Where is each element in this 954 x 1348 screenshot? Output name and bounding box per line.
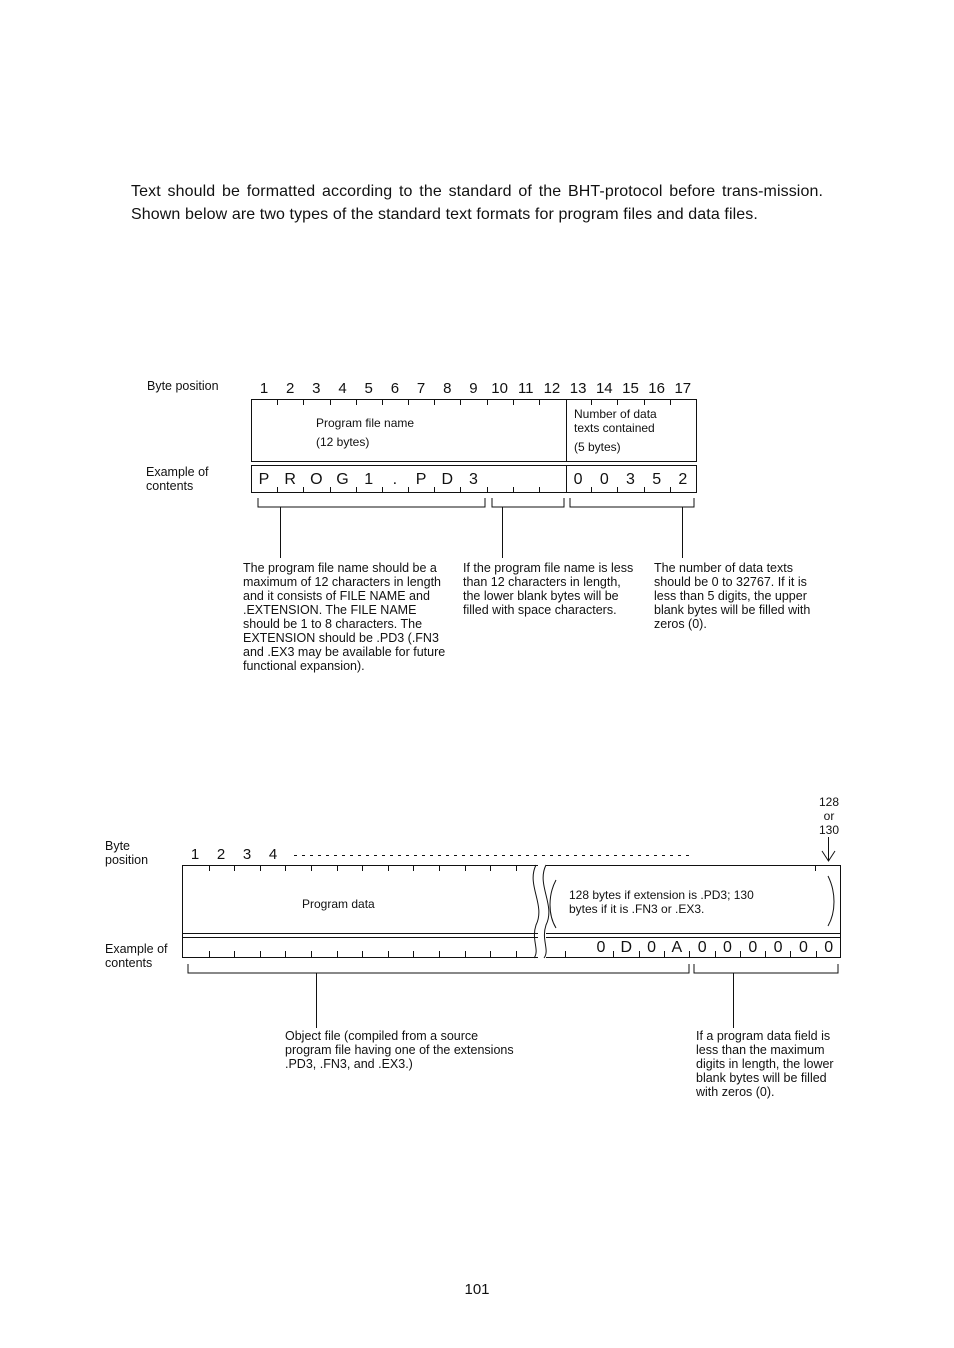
fig1-byte-position: 2 [286,380,295,397]
fig2-content-char: A [671,939,683,956]
fig1-byte-position: 7 [416,380,426,397]
fig1-byte-position: 15 [622,380,639,397]
page-number: 101 [464,1281,490,1298]
fig1-byte-position: 8 [443,380,452,397]
fig2-note-zero-fill: If a program data field is less than the maximum digits in length, the lower blank bytes will be filled with zeros (0). [696,1029,834,1099]
fig2-content-char: 0 [773,939,783,956]
fig1-byte-position-label: Byte position [147,379,219,393]
fig1-note-data-texts: The number of data texts should be 0 to 32767. If it is less than 5 digits, the upper blank bytes will be filled with zeros (0). [654,561,811,631]
fig2-byte-position: 3 [242,846,252,863]
fig1-byte-position: 6 [390,380,400,397]
fig1-content-char: P [415,471,427,488]
fig2-content-char: 0 [748,939,758,956]
fig1-content-char: 1 [364,471,374,488]
fig1-field2-title: Number of data texts contained [574,407,657,435]
fig2-content-char: 0 [596,939,606,956]
fig1-content-char: 3 [468,471,478,488]
fig1-content-char: 0 [599,471,609,488]
fig2-field-note: 128 bytes if extension is .PD3; 130 bytes if it is .FN3 or .EX3. [569,888,754,916]
fig2-content-char: 0 [798,939,808,956]
fig1-content-char: P [258,471,270,488]
fig2-content-char: 0 [723,939,732,956]
fig1-note-file-name: The program file name should be a maximum of 12 characters in length and it consists of FILE NAME and .EXTENSION. The FILE NAME should be 1 to 8 characters. The EXTENSION should be .PD3 (.FN3 and .EX3 may be available for future functional expansion). [243,561,446,673]
fig2-content-char: D [620,939,633,956]
fig1-content-char: O [310,471,323,488]
fig1-content-char: 5 [652,471,662,488]
fig1-byte-position: 14 [595,380,613,397]
fig1-byte-position: 16 [648,380,665,397]
fig1-content-char: R [284,471,296,488]
fig1-example-label: Example of contents [146,465,209,493]
fig2-byte-position: 1 [190,846,200,863]
fig2-example-label: Example of contents [105,942,168,970]
fig1-byte-position: 1 [259,380,269,397]
fig1-byte-position: 12 [543,380,561,397]
fig2-field-title: Program data [302,897,375,911]
fig1-field1-size: (12 bytes) [316,435,370,449]
fig1-byte-position: 10 [491,380,508,397]
fig1-content-char: D [441,471,454,488]
fig1-content-char: . [392,471,398,488]
fig2-content-char: 0 [697,939,707,956]
fig1-byte-position: 5 [364,380,373,397]
fig1-content-char: 2 [678,471,688,488]
fig2-byte-position-label: Byte position [105,839,149,867]
fig2-content-char: 0 [824,939,834,956]
fig1-byte-position: 4 [338,380,347,397]
fig2-last-position: 128 or 130 [818,795,840,837]
fig1-field1-title: Program file name [316,416,415,430]
fig1-byte-position: 3 [312,380,321,397]
fig2-byte-position: 2 [216,846,226,863]
fig1-byte-position: 9 [469,380,478,397]
fig1-field2-size: (5 bytes) [574,440,621,454]
fig1-content-char: G [336,471,349,488]
fig1-content-char: 0 [573,471,583,488]
fig1-content-char: 3 [626,471,635,488]
fig2-note-object-file: Object file (compiled from a source program file having one of the extensions .PD3, .FN3, and .EX3.) [285,1029,514,1071]
intro-paragraph: Text should be formatted according to the standard of the BHT-protocol before trans-mission. Shown below are two types of the standard text formats for program files and data files. [131,183,823,223]
fig1-byte-position: 11 [517,380,534,397]
fig1-byte-position: 13 [569,380,587,397]
fig1-byte-position: 17 [674,380,692,397]
fig1-note-blank-bytes: If the program file name is less than 12 characters in length, the lower blank bytes will be filled with space characters. [463,561,634,617]
fig2-byte-position: 4 [268,846,278,863]
fig2-content-char: 0 [647,939,657,956]
